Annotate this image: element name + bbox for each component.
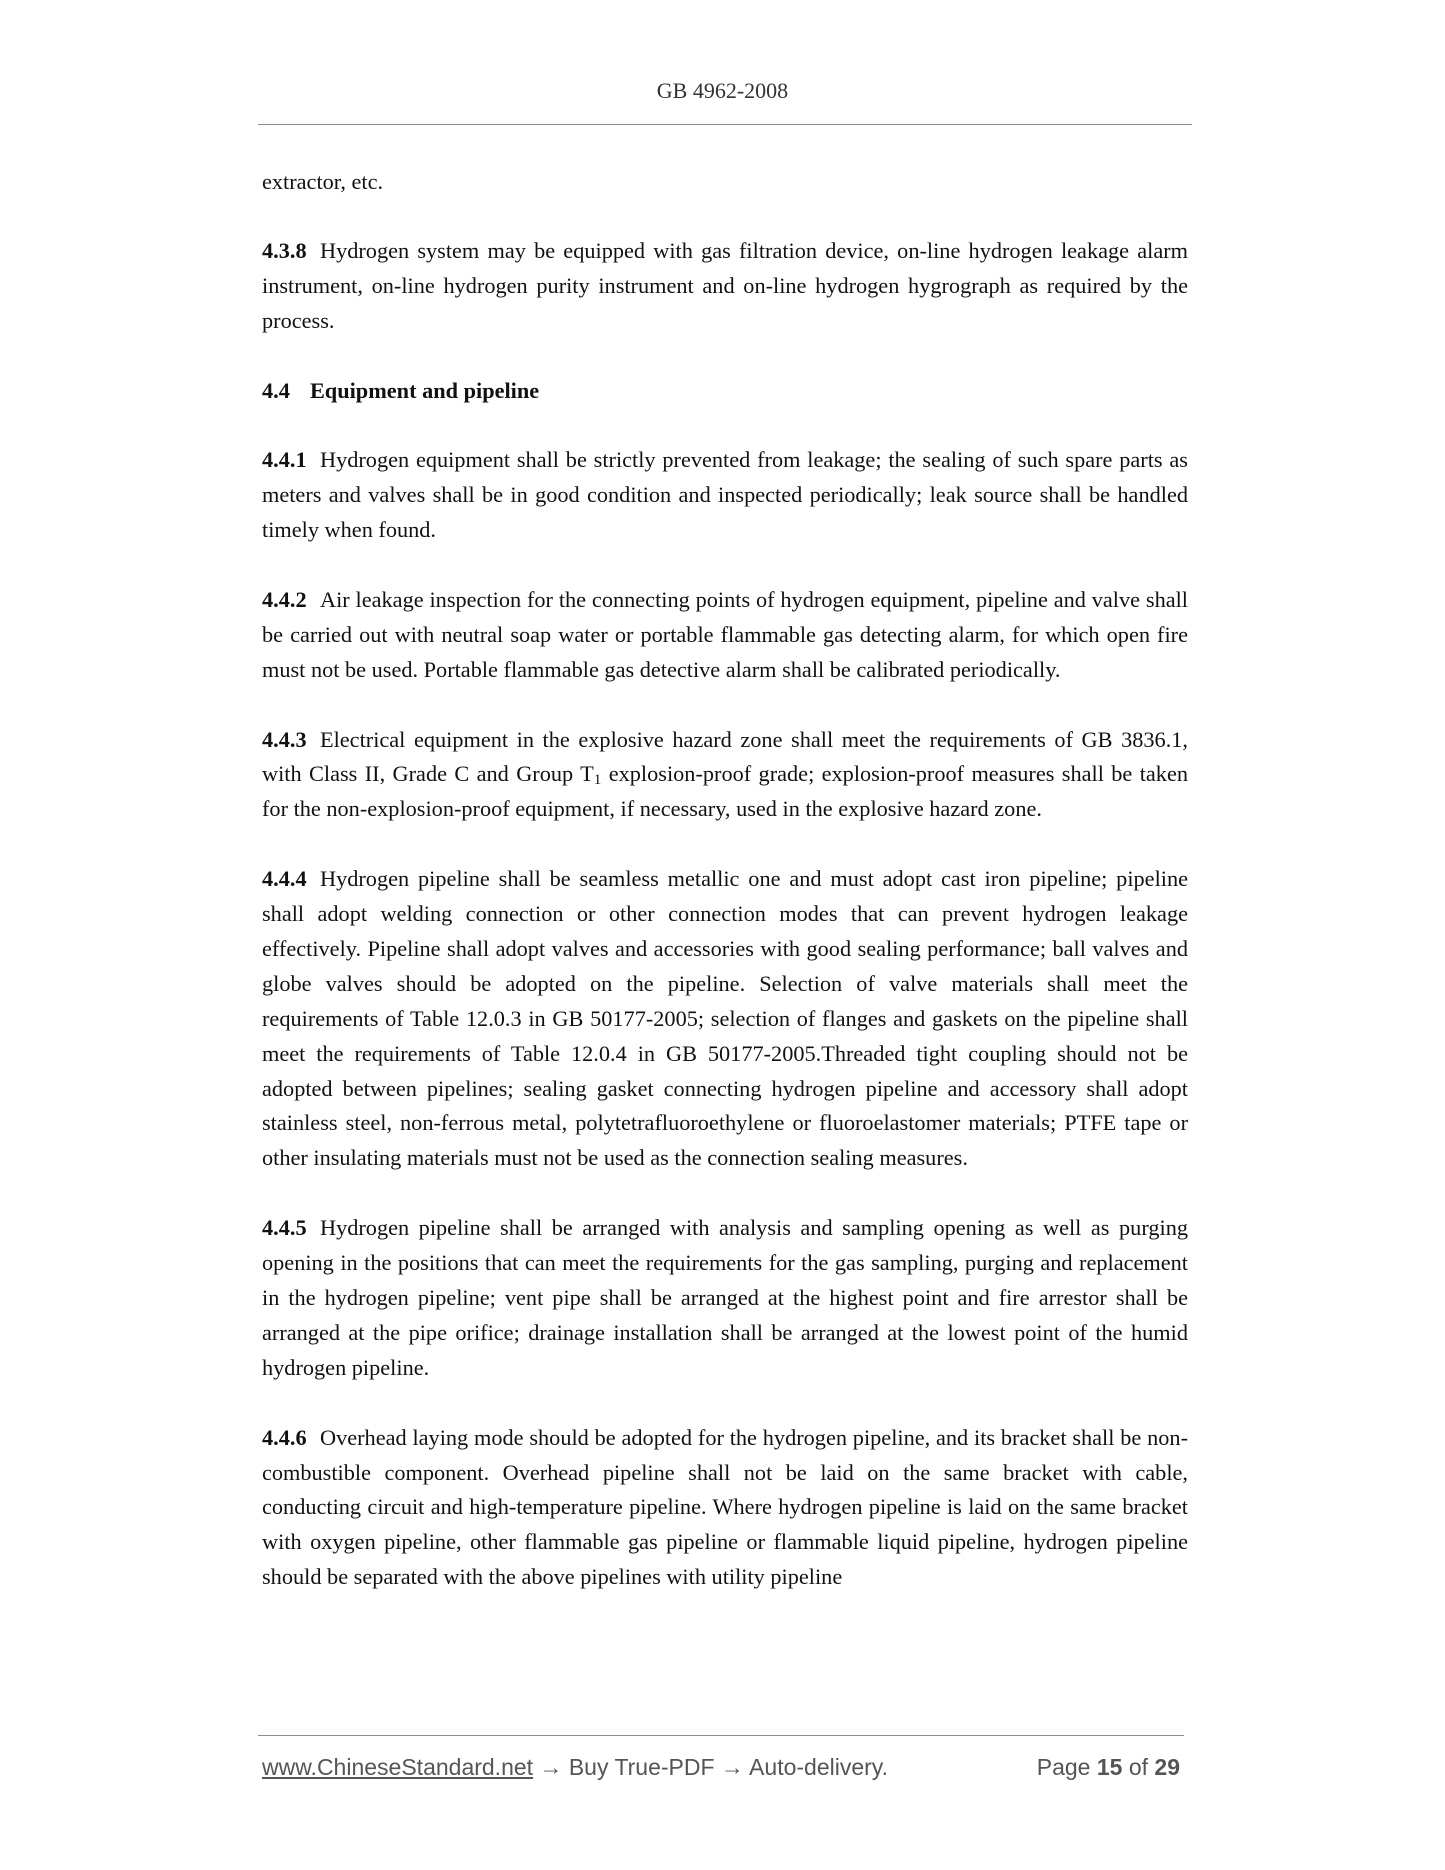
clause-number: 4.4.3 <box>262 726 307 752</box>
footer-divider <box>258 1735 1184 1736</box>
page-label: Page <box>1036 1754 1091 1780</box>
of-label: of <box>1128 1754 1149 1780</box>
paragraph-continuation: extractor, etc. <box>262 169 384 194</box>
clause-4-4-5 <box>262 1211 1188 1386</box>
website-link[interactable]: www.ChineseStandard.net <box>262 1754 534 1780</box>
clause-number: 4.4.5 <box>262 1215 307 1241</box>
clause-4-4-1 <box>262 443 1188 548</box>
clause-number: 4.4.4 <box>262 866 307 892</box>
clause-4-3-8 <box>262 234 1188 339</box>
clause-text: Hydrogen equipment shall be strictly prevented from leakage; the sealing of such spare parts as meters and valves shall be in good condition and inspected periodically; leak source shall be handled timely when found. <box>262 447 1188 543</box>
section-heading-4-4 <box>262 374 1188 409</box>
clause-text: Electrical equipment in the explosive hazard zone shall meet the requirements of GB 3836.1, with Class II, Grade C and Group T <box>262 726 1188 787</box>
clause-number: 4.4.6 <box>262 1424 307 1450</box>
clause-4-4-6 <box>262 1421 1188 1596</box>
clause-text-cont: explosion-proof grade; explosion-proof measures shall be taken for the non-explosion-proof equipment, if necessary, used in the explosive hazard zone. <box>262 761 1188 822</box>
page-number: 15 <box>1096 1754 1123 1780</box>
clause-text: Overhead laying mode should be adopted for the hydrogen pipeline, and its bracket shall be non-combustible component. Overhead pipeline shall not be laid on the same bracket with cable, conducting circuit and high-temperature pipeline. Where hydrogen pipeline is laid on the same bracket with oxygen pipeline, other flammable gas pipeline or flammable liquid pipeline, hydrogen pipeline should be separated with the above pipelines with utility pipeline <box>262 1424 1188 1590</box>
clause-text: Hydrogen pipeline shall be arranged with analysis and sampling opening as well as purging opening in the positions that can meet the requirements for the gas sampling, purging and replacement in the hydrogen pipeline; vent pipe shall be arranged at the highest point and fire arrestor shall be arranged at the pipe orifice; drainage installation shall be arranged at the lowest point of the humid hydrogen pipeline. <box>262 1215 1188 1380</box>
clause-number: 4.3.8 <box>262 237 307 263</box>
page-indicator <box>1037 1754 1180 1781</box>
document-code: GB 4962-2008 <box>656 78 789 103</box>
page-total: 29 <box>1154 1754 1180 1780</box>
subscript: 1 <box>593 771 602 789</box>
section-title: Equipment and pipeline <box>309 377 540 403</box>
clause-number: 4.4.1 <box>262 447 307 473</box>
clause-text: Hydrogen pipeline shall be seamless metallic one and must adopt cast iron pipeline; pipeline shall adopt welding connection or other connection modes that can prevent hydrogen leakage effectively. Pipeline shall adopt valves and accessories with good sealing performance; ball valves and globe valves should be adopted on the pipeline. Selection of valve materials shall meet the requirements of Table 12.0.3 in GB 50177-2005; selection of flanges and gaskets on the pipeline shall meet the requirements of Table 12.0.4 in GB 50177-2005.Threaded tight coupling should not be adopted between pipelines; sealing gasket connecting hydrogen pipeline and accessory shall adopt stainless steel, non-ferrous metal, polytetrafluoroethylene or fluoroelastomer materials; PTFE tape or other insulating materials must not be used as the connection sealing measures. <box>262 866 1188 1171</box>
clause-text: Air leakage inspection for the connecting points of hydrogen equipment, pipeline and valve shall be carried out with neutral soap water or portable flammable gas detecting alarm, for which open fire must not be used. Portable flammable gas detective alarm shall be calibrated periodically. <box>262 586 1188 682</box>
page-body <box>262 165 1188 1630</box>
clause-4-4-3 <box>262 723 1188 828</box>
clause-text: Hydrogen system may be equipped with gas filtration device, on-line hydrogen leakage alarm instrument, on-line hydrogen purity instrument and on-line hydrogen hygrograph as required by the process. <box>262 237 1188 333</box>
promo-text: → Buy True-PDF → Auto-delivery. <box>533 1754 888 1780</box>
header-divider <box>258 124 1192 125</box>
section-number: 4.4 <box>262 377 290 403</box>
clause-number: 4.4.2 <box>262 586 307 612</box>
clause-4-4-2 <box>262 583 1188 688</box>
clause-4-4-4 <box>262 862 1188 1176</box>
page-footer <box>262 1754 1180 1781</box>
